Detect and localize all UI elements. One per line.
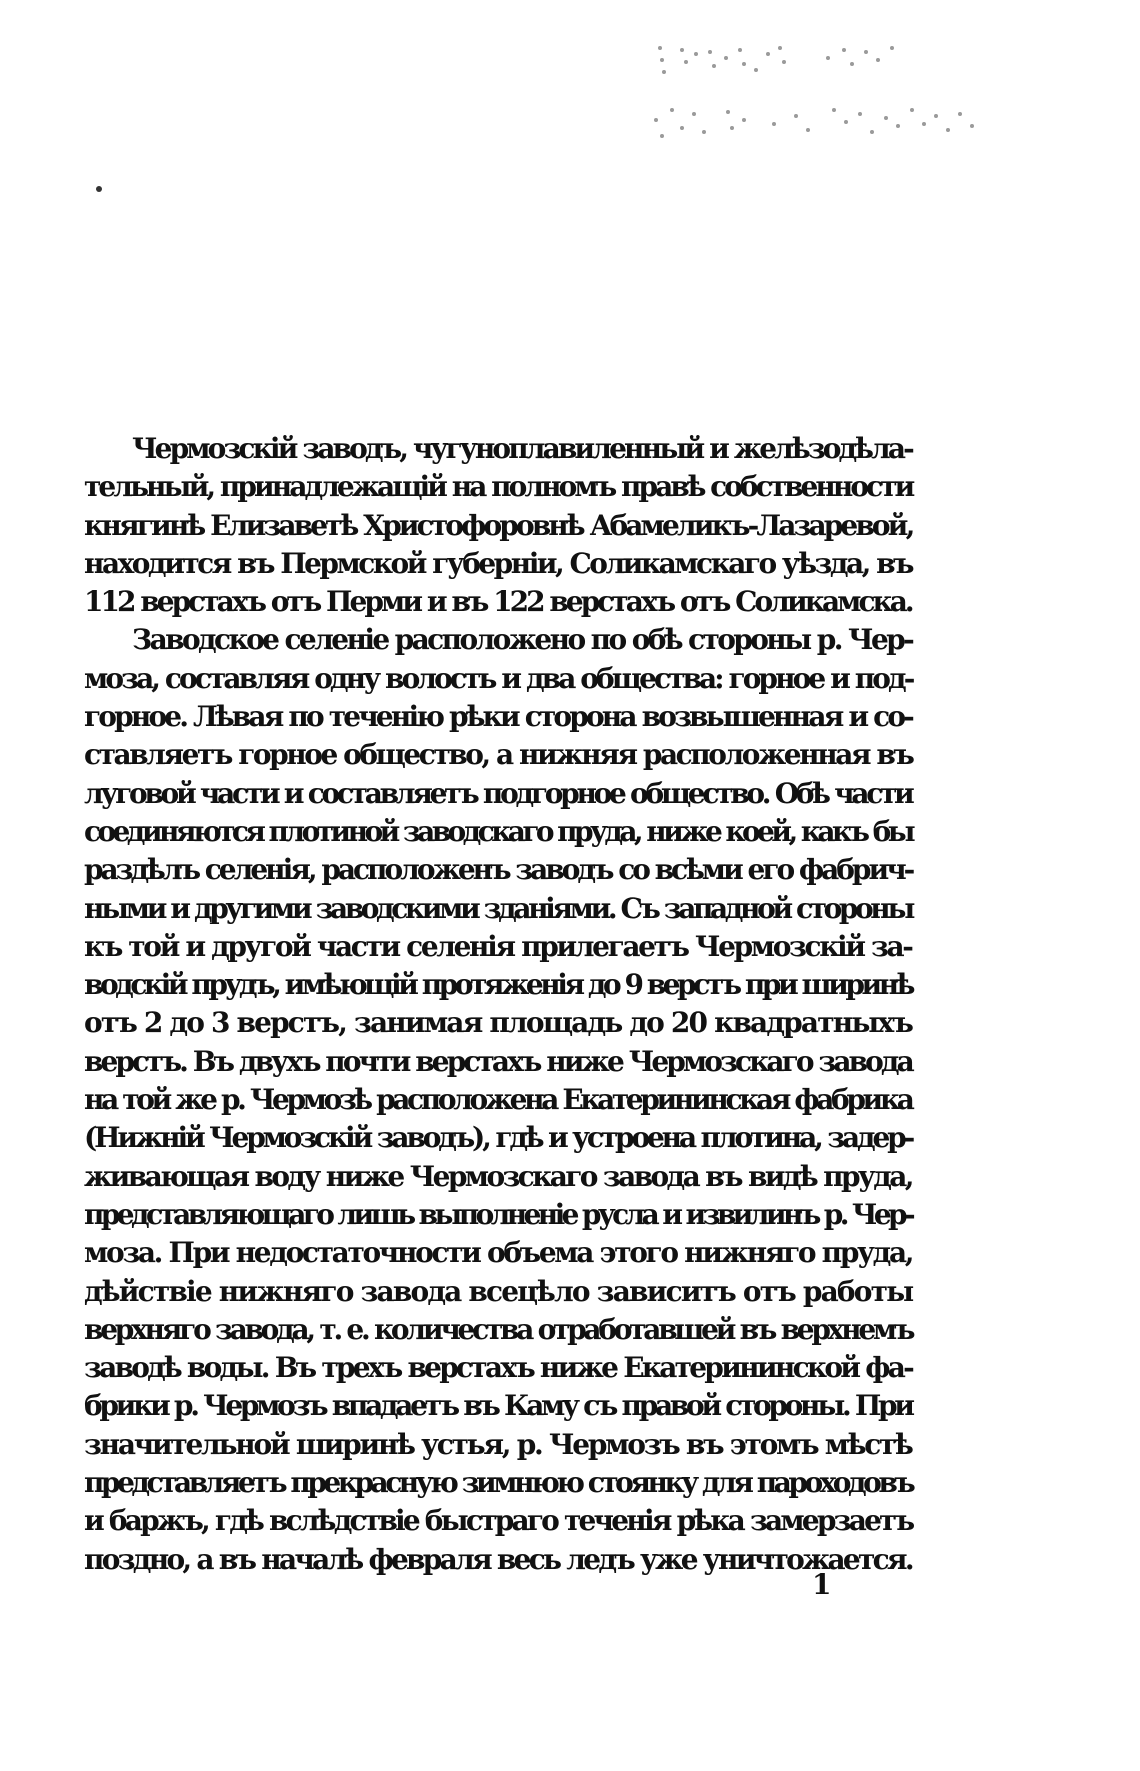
stray-dot bbox=[96, 186, 102, 192]
page-number: 1 bbox=[812, 1568, 832, 1601]
text-line: значительной ширинѣ устья, р. Чермозъ въ этомъ мѣстѣ bbox=[84, 1427, 912, 1461]
text-line: водскій прудъ, имѣющій протяженія до 9 верстъ при ширинѣ bbox=[84, 968, 912, 1002]
paragraph-1 bbox=[84, 430, 912, 621]
text-line: представляющаго лишь выполненіе русла и извилинъ р. Чер- bbox=[84, 1197, 912, 1231]
text-line: брики р. Чермозъ впадаетъ въ Каму съ правой стороны. При bbox=[84, 1389, 912, 1423]
text-line: заводѣ воды. Въ трехъ верстахъ ниже Екатерининской фа- bbox=[84, 1351, 913, 1385]
text-line: къ той и другой части селенія прилегаетъ Чермозскій за- bbox=[84, 929, 912, 963]
text-line: Заводское селеніе расположено по обѣ стороны р. Чер- bbox=[132, 623, 913, 657]
body-text bbox=[84, 430, 912, 1579]
library-stamp-faint bbox=[648, 40, 1008, 160]
text-line: отъ 2 до 3 верстъ, занимая площадь до 20 квадратныхъ bbox=[84, 1006, 913, 1040]
text-line: на той же р. Чермозѣ расположена Екатерининская фабрика bbox=[84, 1083, 912, 1117]
text-line: моза, составляя одну волость и два общества: горное и под- bbox=[84, 661, 913, 695]
text-line: княгинѣ Елизаветѣ Христофоровнѣ Абамеликъ-Лазаревой, bbox=[84, 508, 913, 542]
text-line: 112 верстахъ отъ Перми и въ 122 верстахъ отъ Соликамска. bbox=[84, 585, 912, 619]
text-line: и баржъ, гдѣ вслѣдствіе быстраго теченія рѣка замерзаетъ bbox=[84, 1504, 913, 1538]
text-line: верхняго завода, т. е. количества отработавшей въ верхнемъ bbox=[84, 1312, 913, 1346]
text-line: ставляетъ горное общество, а нижняя расположенная въ bbox=[84, 738, 913, 772]
text-line: луговой части и составляетъ подгорное общество. Обѣ части bbox=[84, 776, 912, 810]
text-line: моза. При недостаточности объема этого нижняго пруда, bbox=[84, 1236, 913, 1270]
text-line: верстъ. Въ двухъ почти верстахъ ниже Чермозскаго завода bbox=[84, 1044, 912, 1078]
paragraph-2 bbox=[84, 621, 912, 1578]
text-line: живающая воду ниже Чермозскаго завода въ видѣ пруда, bbox=[84, 1159, 912, 1193]
text-line: дѣйствіе нижняго завода всецѣло зависитъ отъ работы bbox=[84, 1274, 913, 1308]
text-line: поздно, а въ началѣ февраля весь ледъ уже уничтожается. bbox=[84, 1542, 912, 1576]
text-line: горное. Лѣвая по теченію рѣки сторона возвышенная и со- bbox=[84, 700, 912, 734]
text-line: Чермозскій заводъ, чугуноплавиленный и желѣзодѣла- bbox=[132, 432, 912, 465]
text-line: представляетъ прекрасную зимнюю стоянку для пароходовъ bbox=[84, 1466, 913, 1500]
text-line: (Нижній Чермозскій заводъ), гдѣ и устроена плотина, задер- bbox=[84, 1121, 913, 1155]
text-line: находится въ Пермской губерніи, Соликамскаго уѣзда, въ bbox=[84, 546, 912, 580]
text-line: тельный, принадлежащій на полномъ правѣ собственности bbox=[84, 470, 913, 504]
text-line: ными и другими заводскими зданіями. Съ западной стороны bbox=[84, 891, 912, 925]
text-line: раздѣлъ селенія, расположенъ заводъ со всѣми его фабрич- bbox=[84, 853, 913, 887]
text-line: соединяются плотиной заводскаго пруда, ниже коей, какъ бы bbox=[84, 814, 913, 848]
